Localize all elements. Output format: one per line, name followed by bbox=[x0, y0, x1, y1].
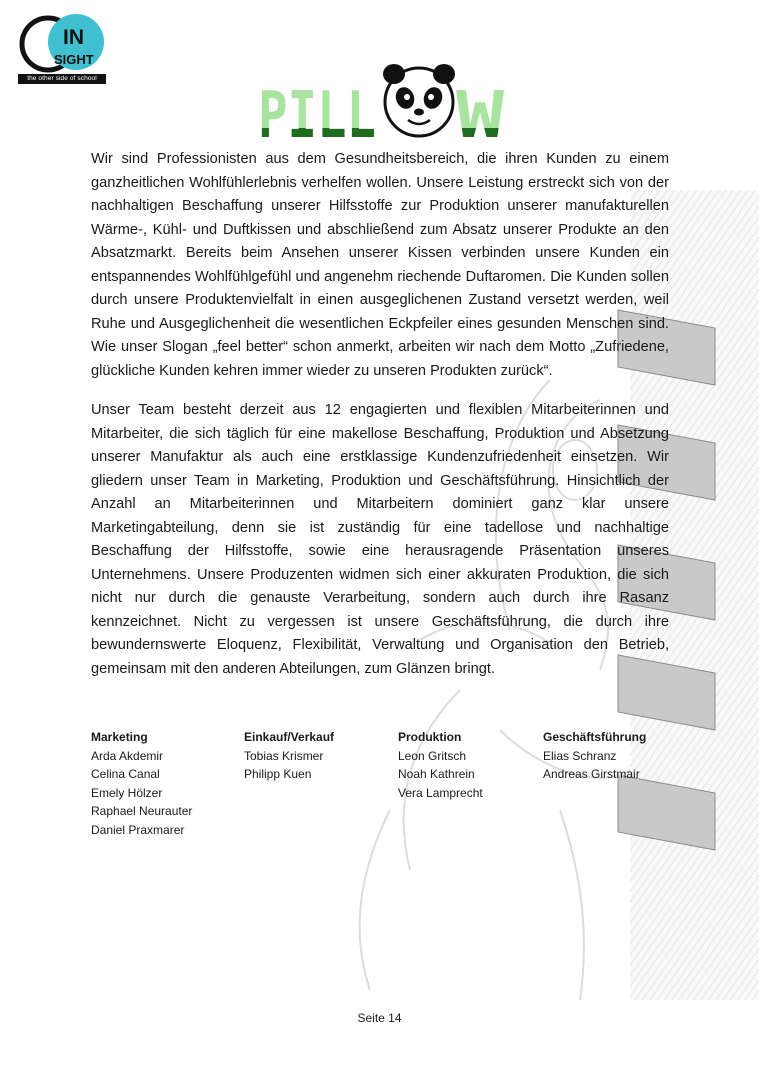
team-roster bbox=[91, 728, 671, 839]
team-column-marketing bbox=[91, 728, 244, 839]
paragraph-team: Unser Team besteht derzeit aus 12 engagierten und flexiblen Mitarbeiterinnen und Mitarbeiter, die sich täglich für eine makellose Beschaffung, Produktion und Absetzung unserer Manufaktur als auch eine erstklassige Kundenzufriedenheit einsetzen. Wir gliedern unser Team in Marketing, Produktion und Geschäftsführung. Hinsichtlich der Anzahl an Mitarbeiterinnen und Mitarbeitern dominiert ganz klar unsere Marketingabteilung, denn sie ist zuständig für eine tadellose und nachhaltige Beschaffung der Hilfsstoffe, sowie eine herausragende Präsentation unseres Unternehmens. Unsere Produzenten widmen sich einer akkuraten Produktion, die sich nicht nur durch die genauste Verarbeitung, sondern auch durch ihre Rasanz kennzeichnet. Nicht zu vergessen ist unsere Geschäftsführung, die durch ihre bewundernswerte Eloquenz, Flexibilität, Verwaltung und Organisation den Betrieb, gemeinsam mit den anderen Abteilungen, zum Glänzen bringt. bbox=[91, 402, 669, 677]
logo-letters-top: IN bbox=[63, 26, 84, 49]
team-member: Leon Gritsch bbox=[398, 748, 467, 763]
pillow-text-right: W bbox=[456, 79, 505, 142]
body-text bbox=[91, 148, 669, 697]
team-column-geschaeftsfuehrung bbox=[543, 728, 671, 839]
team-heading: Einkauf/Verkauf bbox=[244, 730, 335, 744]
team-member: Raphael Neurauter bbox=[91, 804, 193, 818]
logo-letters-bottom: SIGHT bbox=[54, 52, 94, 67]
team-heading: Geschäftsführung bbox=[543, 730, 647, 744]
team-member: Daniel Praxmarer bbox=[91, 822, 185, 837]
page-number: Seite 14 bbox=[357, 1011, 402, 1025]
team-member: Noah Kathrein bbox=[398, 767, 475, 781]
team-member: Vera Lamprecht bbox=[398, 785, 483, 800]
panda-face-icon bbox=[383, 64, 455, 136]
team-member: Celina Canal bbox=[91, 767, 160, 781]
pillow-logo bbox=[258, 62, 508, 142]
team-member: Philipp Kuen bbox=[244, 767, 312, 781]
team-member: Andreas Girstmair bbox=[543, 767, 640, 781]
pillow-text-left: PILL bbox=[258, 79, 376, 142]
team-column-produktion bbox=[398, 728, 543, 839]
team-member: Elias Schranz bbox=[543, 748, 617, 763]
team-column-einkauf-verkauf bbox=[244, 728, 398, 839]
team-member: Arda Akdemir bbox=[91, 748, 164, 763]
team-heading: Produktion bbox=[398, 730, 462, 744]
insight-tagline: the other side of school bbox=[18, 74, 106, 84]
team-member: Tobias Krismer bbox=[244, 748, 324, 763]
paragraph-intro: Wir sind Professionisten aus dem Gesundheitsbereich, die ihren Kunden zu einem ganzheitlichen Wohlfühlerlebnis verhelfen wollen. Unsere Leistung erstreckt sich von der nachhaltigen Beschaffung unserer Hilfsstoffe zur Produktion unserer manufakturellen Wärme-, Kühl- und Duftkissen und abschließend zum Absatz unserer Produkte an den Absatzmarkt. Bereits beim Ansehen unserer Kissen verbinden unsere Kunden ein entspannendes Wohlfühlgefühl und angenehm riechende Duftaromen. Die Kunden sollen durch unsere Produktenvielfalt in einen ausgeglichenen Zustand versetzt werden, weil Ruhe und Ausgeglichenheit die wesentlichen Eckpfeiler eines gesunden Menschen sind. Wie unser Slogan „feel better“ schon anmerkt, arbeiten wir nach dem Motto „Zufriedene, glückliche Kunden kehren immer wieder zu unseren Produkten zurück“. bbox=[91, 151, 669, 379]
team-member: Emely Hölzer bbox=[91, 785, 163, 800]
team-heading: Marketing bbox=[91, 730, 148, 744]
